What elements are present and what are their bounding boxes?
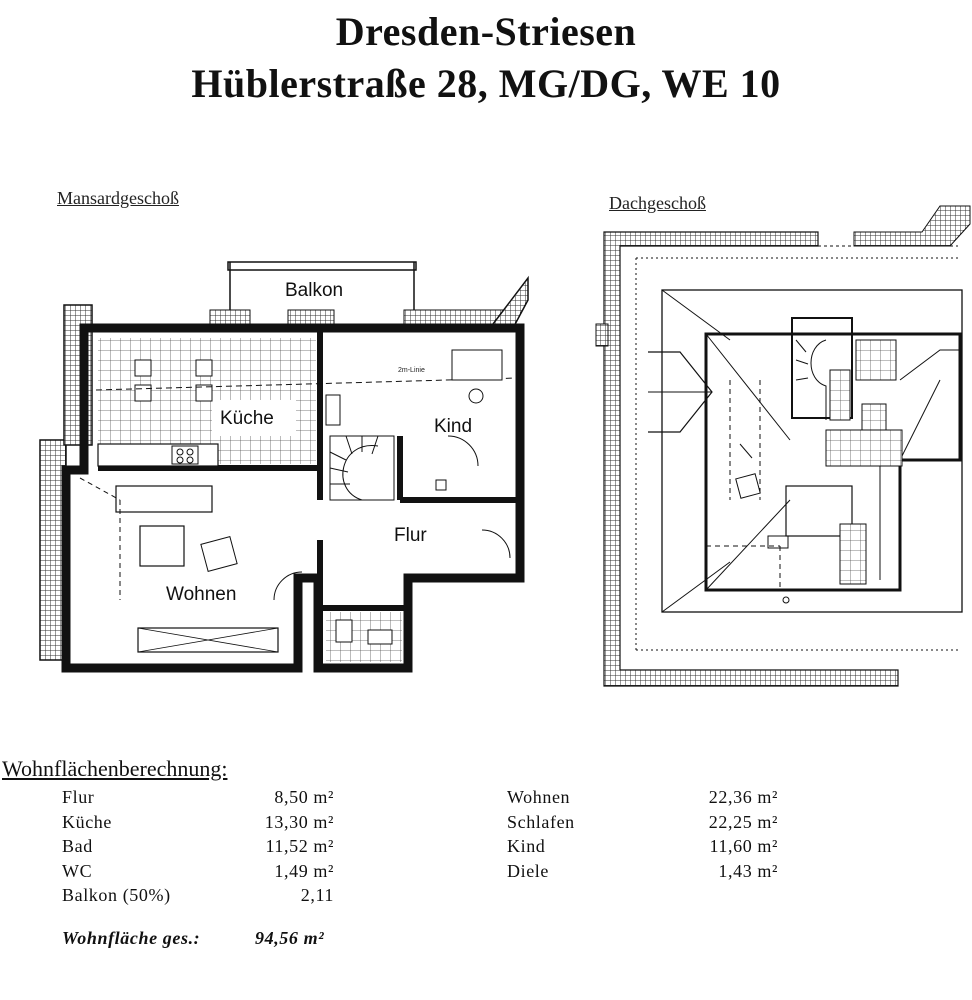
room-label-flur: Flur xyxy=(394,525,427,546)
staircase xyxy=(330,436,394,500)
area-row-name: Wohnen xyxy=(507,787,571,807)
area-row-value: 8,50 m² xyxy=(274,787,334,807)
area-row-value: 1,49 m² xyxy=(274,860,334,881)
area-row-name: WC xyxy=(62,860,93,881)
area-row-name: Küche xyxy=(62,811,112,832)
room-label-kueche: Küche xyxy=(220,408,274,429)
caption-dachgeschoss: Dachgeschoß xyxy=(609,193,706,213)
room-label-kind: Kind xyxy=(434,416,473,437)
area-row-name: Schlafen xyxy=(507,811,575,832)
area-row-value: 2,11 xyxy=(300,885,334,905)
sofa xyxy=(116,486,212,512)
total-label: Wohnfläche ges.: xyxy=(62,928,201,948)
line-label-2m: 2m-Linie xyxy=(398,367,425,374)
area-row-name: Balkon (50%) xyxy=(62,885,171,905)
area-row-value: 22,25 m² xyxy=(708,811,778,832)
plan-dachgeschoss xyxy=(596,206,970,686)
coffee-table xyxy=(140,526,184,566)
area-row-value: 11,52 m² xyxy=(265,836,334,856)
room-label-balkon: Balkon xyxy=(285,280,344,301)
caption-mansardgeschoss: Mansardgeschoß xyxy=(57,188,179,208)
area-row-name: Kind xyxy=(507,836,546,856)
area-row-value: 13,30 m² xyxy=(264,811,334,832)
title-location: Dresden-Striesen xyxy=(335,9,637,54)
area-row-name: Bad xyxy=(62,836,93,856)
area-row-name: Flur xyxy=(62,787,95,807)
area-row-value: 1,43 m² xyxy=(718,860,778,881)
area-row-value: 11,60 m² xyxy=(709,836,778,856)
plan-mansardgeschoss xyxy=(40,262,528,668)
area-row-value: 22,36 m² xyxy=(708,787,778,807)
title-address: Hüblerstraße 28, MG/DG, WE 10 xyxy=(191,61,781,106)
room-label-wohnen: Wohnen xyxy=(166,584,237,605)
calculation-title: Wohnflächenberechnung: xyxy=(2,756,228,781)
area-row-name: Diele xyxy=(507,860,549,881)
total-value: 94,56 m² xyxy=(255,928,325,948)
balcony xyxy=(210,262,514,330)
